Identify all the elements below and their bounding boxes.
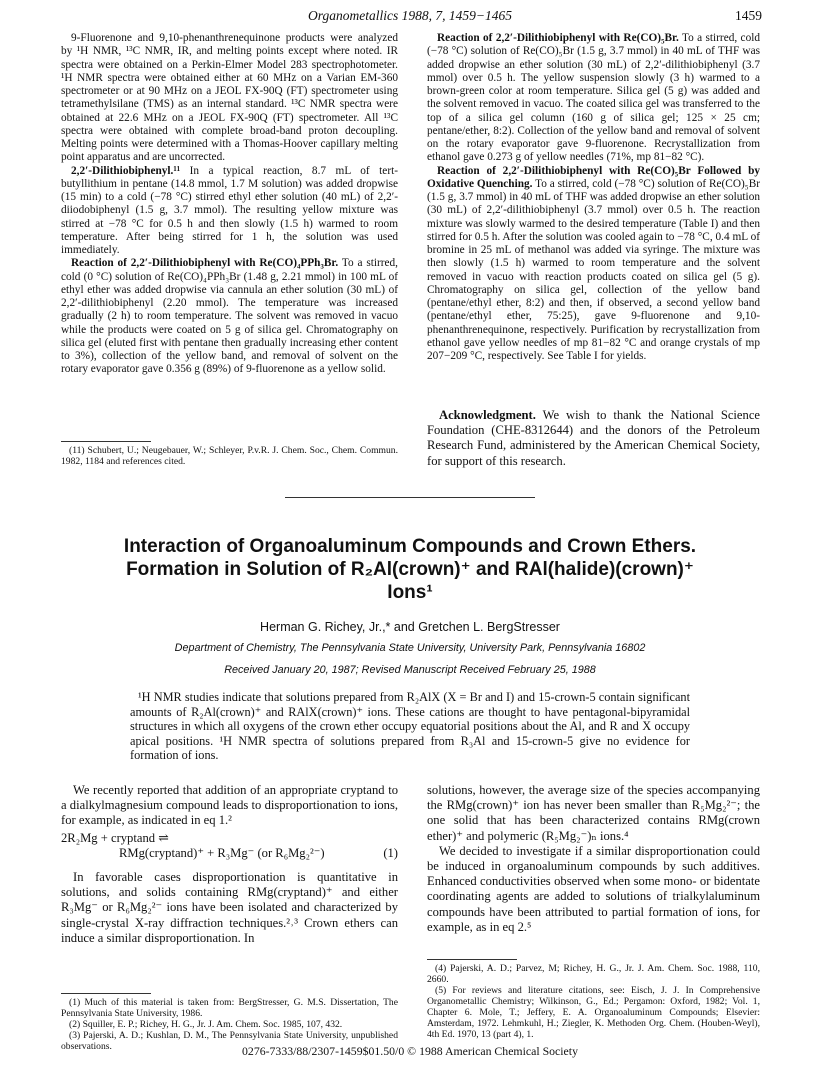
footnote-11: (11) Schubert, U.; Neugebauer, W.; Schleyer, P.v.R. J. Chem. Soc., Chem. Commun. 1982, 1184 and references cited.: [61, 445, 398, 467]
intro-left-column: [61, 783, 398, 829]
intro-paragraph-1: We recently reported that addition of an appropriate cryptand to a dialkylmagnesium compound leads to disproportionation to ions, for example, as indicated in eq 1.²: [61, 783, 398, 828]
footnotes-right: [427, 963, 760, 1040]
run-in-heading: Reaction of 2,2′-Dilithiobiphenyl with Re(CO)₄PPh₃Br.: [71, 257, 339, 270]
paragraph-oxidative-quenching: Reaction of 2,2′-Dilithiobiphenyl with Re(CO)₅Br Followed by Oxidative Quenching. To a stirred, cold (−78 °C) solution of Re(CO)₅Br (1.5 g, 3.7 mmol) in 40 mL of THF was added dropwise an ether solution (30 mL) of 2,2′-dilithiobiphenyl (3.7 mmol) over 0.5 h. The reaction mixture was slowly warmed to the desired temperature (Table I) and then stirred for 0.5 h. After the solution was cooled again to −78 °C, 0.4 mL of bromine in 25 mL of methanol was added via syringe. The mixture was then slowly (1.5 h) warmed to room temperature and the solvent removed in vacuo with reaction products coated on silica gel (5 g). Chromatography on silica gel, collection of the yellow band (pentane/ethyl ether, 8:2) and then, if observed, a second yellow band (pentane/ethyl ether, 75:25), gave 9-fluorenone and 9,10-phenanthrenequinone, respectively. Purification by recrystallization from ethanol gave yellow needles of mp 81−82 °C and orange crystals of mp 207−209 °C, respectively. See Table I for yields.: [427, 164, 760, 362]
page-number: 1459: [735, 8, 762, 23]
footnote-rule: [427, 959, 517, 960]
received-dates: Received January 20, 1987; Revised Manuscript Received February 25, 1988: [224, 664, 596, 676]
footnote-4: (4) Pajerski, A. D.; Parvez, M; Richey, H. G., Jr. J. Am. Chem. Soc. 1988, 110, 2660.: [427, 963, 760, 985]
authors: Herman G. Richey, Jr.,* and Gretchen L. BergStresser: [260, 620, 560, 634]
footnote-3: (3) Pajerski, A. D.; Kushlan, D. M., The Pennsylvania State University, unpublished observations.: [61, 1030, 398, 1052]
equation-1: 2R₂Mg + cryptand ⇌ RMg(cryptand)⁺ + R₃Mg⁻ (or R₆Mg₂²⁻) (1): [61, 831, 398, 861]
intro-paragraph-4: We decided to investigate if a similar disproportionation could be induced in organoaluminum compounds by such additives. Enhanced conductivities observed when some mono- or bidentate coordinating agents are added to solutions of trialkylaluminum compounds have been attributed to partial formation of ions, for example, as in eq 2.⁵: [427, 843, 760, 934]
intro-right-column: [427, 783, 760, 935]
footnote-1: (1) Much of this material is taken from: BergStresser, G. M.S. Dissertation, The Pennsylvania State University, 1986.: [61, 997, 398, 1019]
paragraph-dilithiobiphenyl: 2,2′-Dilithiobiphenyl.¹¹ In a typical reaction, 8.7 mL of tert-butyllithium in pentane (14.8 mmol, 1.7 M solution) was added dropwise (15 min) to a cold (−78 °C) stirred ethyl ether solution (40 mL) of 2,2′-diiodobiphenyl (1.5 g, 3.7 mmol). The resulting yellow mixture was stirred at −78 °C for 0.5 h and then slowly (1.5 h) warmed to room temperature. After being stirred for 1 h, the solution was used immediately.: [61, 164, 398, 256]
footnote-rule: [61, 993, 151, 994]
run-in-heading: Reaction of 2,2′-Dilithiobiphenyl with Re(CO)₅Br Followed by Oxidative Quenching.: [427, 164, 760, 190]
intro-paragraph-3: solutions, however, the average size of the species accompanying the RMg(crown)⁺ ion has never been smaller than R₅Mg₂²⁻; the one solid that has been characterized contains RMg(crown ether)⁺ and polymeric (R₅Mg₂⁻)ₙ ions.⁴: [427, 783, 760, 843]
acknowledgment: Acknowledgment. We wish to thank the National Science Foundation (CHE-8312644) and the donors of the Petroleum Research Fund, administered by the American Chemical Society, for support of this research.: [427, 408, 760, 468]
equation-number: (1): [383, 846, 398, 861]
acknowledgment-heading: Acknowledgment.: [439, 408, 536, 422]
paragraph-instrumentation: 9-Fluorenone and 9,10-phenanthrenequinone products were analyzed by ¹H NMR, ¹³C NMR, IR, and melting points except where noted. IR spectra were obtained on a Perkin-Elmer Model 283 spectrophotometer. ¹H NMR spectra were obtained either at 60 MHz on a Varian EM-360 spectrometer or at 90 MHz on a JEOL FX-90Q (FT) spectrometer using tetramethylsilane (TMS) as an internal standard. ¹³C NMR spectra were obtained at 22.6 MHz on a JEOL FX-90Q (FT) spectrometer. All ¹³C spectra were obtained with complete broad-band proton decoupling. Melting points were determined with a Thomas-Hoover capillary melting point apparatus and are uncorrected.: [61, 32, 398, 164]
experimental-left-column: [61, 32, 398, 377]
paragraph-reaction-pph3: Reaction of 2,2′-Dilithiobiphenyl with Re(CO)₄PPh₃Br. To a stirred, cold (0 °C) solution of Re(CO)₄PPh₃Br (1.48 g, 2.21 mmol) in 100 mL of ethyl ether was added dropwise via cannula an ether solution (30 mL) of 2,2′-dilithiobiphenyl (2.20 mmol). The temperature was increased gradually (2 h) to room temperature. The solvent was removed in vacuo while the products were coated on 5 g of silica gel. Chromatography on silica gel (eluted first with pentane then gradually increasing ether content to 3%), collection of the yellow band, and removal of solvent on the rotary evaporator gave 0.356 g (89%) of 9-fluorenone as a yellow solid.: [61, 257, 398, 376]
run-in-heading: Reaction of 2,2′-Dilithiobiphenyl with Re(CO)₅Br.: [437, 32, 679, 44]
paragraph-reaction-re-co5br: Reaction of 2,2′-Dilithiobiphenyl with Re(CO)₅Br. To a stirred, cold (−78 °C) solution of Re(CO)₅Br (1.5 g, 3.7 mmol) in 40 mL of THF was added dropwise an ether solution (30 mL) of 2,2′-dilithiobiphenyl (3.7 mmol) over 0.5 h. The yellow suspension slowly (3 h) warmed to a brown-green color at room temperature. Silica gel (5 g) was added and the solvent removed in vacuo. The coated silica gel was transferred to the top of a silica gel column (160 g of silica gel; 125 × 25 cm; pentane/ether, 8:2). Collection of the yellow band and removal of solvent on the rotary evaporator gave 9-fluorenone. Recrystallization from ethanol gave 0.273 g of yellow needles (71%, mp 81−82 °C).: [427, 32, 760, 164]
footnote-5: (5) For reviews and literature citations, see: Eisch, J. J. In Comprehensive Organometallic Chemistry; Wilkinson, G., Ed.; Pergamon: Oxford, 1982; Vol. 1, Chapter 6. Mole, T.; Jeffery, E. A. Organoaluminum Compounds; Elsevier: Amsterdam, 1972. Lehmkuhl, H.; Ziegler, K. Methoden Org. Chem. (Houben-Weyl), 4th Ed. 1970, 13 (part 4), 1.: [427, 985, 760, 1040]
run-in-heading: 2,2′-Dilithiobiphenyl.¹¹: [71, 164, 181, 177]
intro-paragraph-2: In favorable cases disproportionation is quantitative in solutions, and solids containing RMg(cryptand)⁺ and either R₃Mg⁻ or R₆Mg₂²⁻ ions have been isolated and characterized by single-crystal X-ray diffraction techniques.²˒³ Crown ethers can induce a similar disproportionation. In: [61, 870, 398, 945]
copyright-footer: 0276-7333/88/2307-1459$01.50/0 © 1988 American Chemical Society: [242, 1044, 578, 1058]
article-title: Interaction of Organoaluminum Compounds and Crown Ethers. Formation in Solution of R₂Al(crown)⁺ and RAl(halide)(crown)⁺ Ions¹: [123, 536, 697, 603]
intro-left-continued: [61, 870, 398, 946]
footnote-2: (2) Squiller, E. P.; Richey, H. G., Jr. J. Am. Chem. Soc. 1985, 107, 432.: [69, 1019, 343, 1030]
footnote-rule: [61, 441, 151, 442]
experimental-right-column: [427, 32, 760, 363]
running-header: Organometallics 1988, 7, 1459−1465: [308, 8, 512, 23]
affiliation: Department of Chemistry, The Pennsylvania State University, University Park, Pennsylvania 16802: [174, 642, 646, 654]
abstract: ¹H NMR studies indicate that solutions prepared from R₂AlX (X = Br and I) and 15-crown-5 contain significant amounts of R₂Al(crown)⁺ and RAlX(crown)⁺ ions. These cations are thought to have pentagonal-bipyramidal structures in which all oxygens of the crown ether occupy equatorial positions about the Al, and R and X occupy apical positions. ¹H NMR spectra of solutions prepared from R₃Al and 15-crown-5 give no evidence for formation of ions.: [130, 690, 690, 763]
article-separator: [285, 497, 535, 498]
